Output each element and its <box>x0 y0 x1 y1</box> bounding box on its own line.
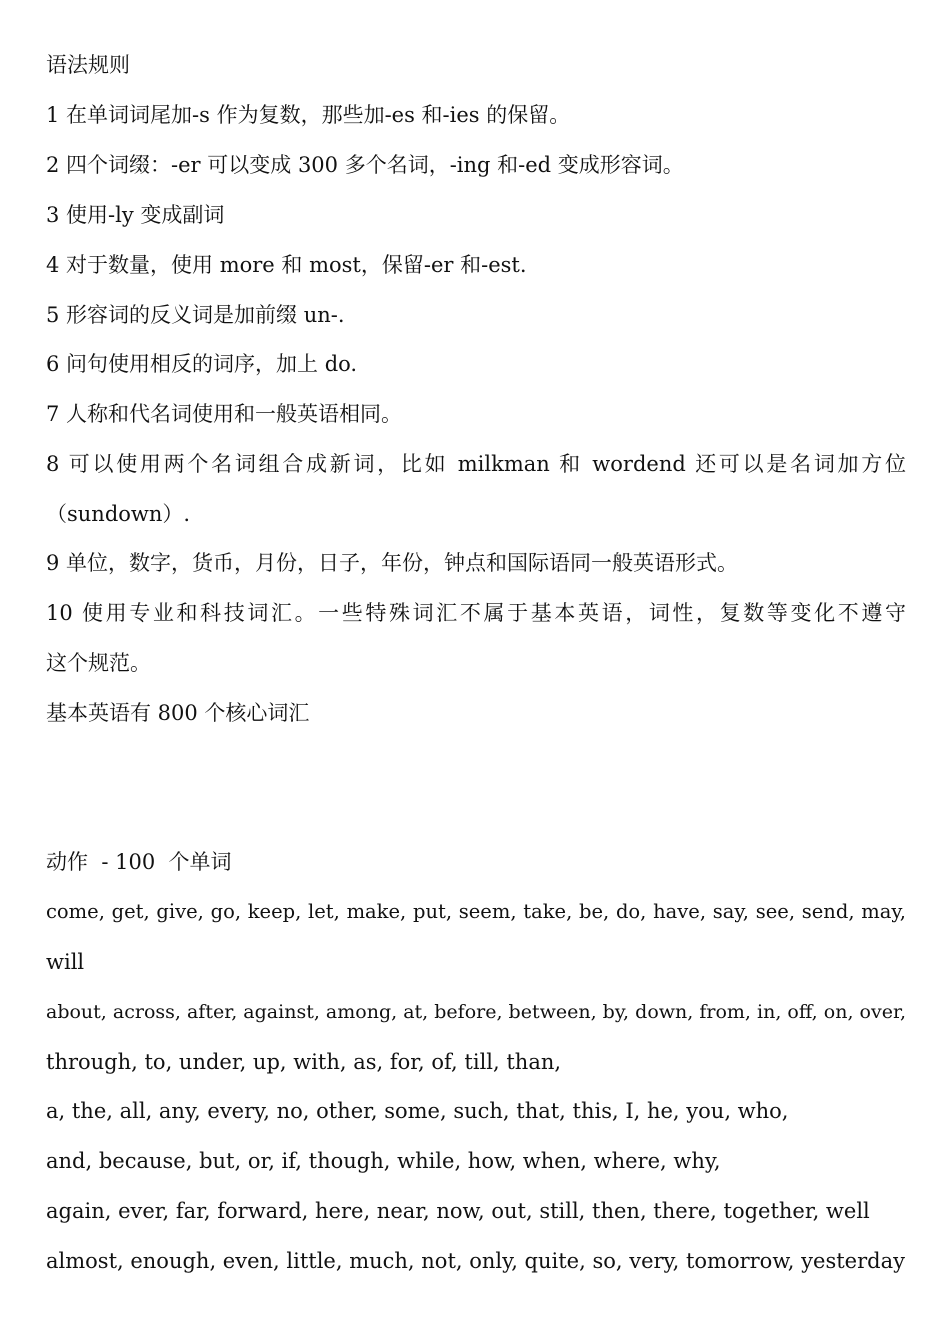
rule-3: 3 使用-ly 变成副词 <box>46 203 225 227</box>
rule-2: 2 四个词缀：-er 可以变成 300 多个名词，-ing 和-ed 变成形容词。 <box>46 153 684 177</box>
core-vocab-note: 基本英语有 800 个核心词汇 <box>46 701 310 725</box>
section-heading: 动作 - 100 个单词 <box>46 850 232 874</box>
rule-8: 8 可以使用两个名词组合成新词，比如 milkman 和 wordend 还可以是名词加方位 <box>46 452 906 476</box>
word-line: almost, enough, even, little, much, not, only, quite, so, very, tomorrow, yesterday <box>46 1249 905 1273</box>
word-line: again, ever, far, forward, here, near, now, out, still, then, there, together, well <box>46 1199 870 1223</box>
rule-10-continued: 这个规范。 <box>46 651 151 675</box>
rule-9: 9 单位，数字，货币，月份，日子，年份，钟点和国际语同一般英语形式。 <box>46 551 739 575</box>
rule-6: 6 问句使用相反的词序，加上 do. <box>46 352 358 376</box>
word-line: through, to, under, up, with, as, for, of, till, than, <box>46 1050 562 1074</box>
rule-10: 10 使用专业和科技词汇。一些特殊词汇不属于基本英语，词性，复数等变化不遵守 <box>46 601 906 625</box>
word-line: come, get, give, go, keep, let, make, put, seem, take, be, do, have, say, see, send, may, <box>46 900 906 923</box>
word-line: and, because, but, or, if, though, while, how, when, where, why, <box>46 1149 721 1173</box>
rule-5: 5 形容词的反义词是加前缀 un-. <box>46 303 345 327</box>
rule-4: 4 对于数量，使用 more 和 most，保留-er 和-est. <box>46 253 527 277</box>
document-title: 语法规则 <box>46 53 130 77</box>
word-line: a, the, all, any, every, no, other, some, such, that, this, I, he, you, who, <box>46 1099 789 1123</box>
word-line: about, across, after, against, among, at, before, between, by, down, from, in, off, on, over, <box>46 1001 906 1023</box>
rule-8-continued: （sundown）. <box>46 502 191 526</box>
rule-1: 1 在单词词尾加-s 作为复数，那些加-es 和-ies 的保留。 <box>46 103 571 127</box>
rule-7: 7 人称和代名词使用和一般英语相同。 <box>46 402 403 426</box>
word-line: will <box>46 950 85 974</box>
